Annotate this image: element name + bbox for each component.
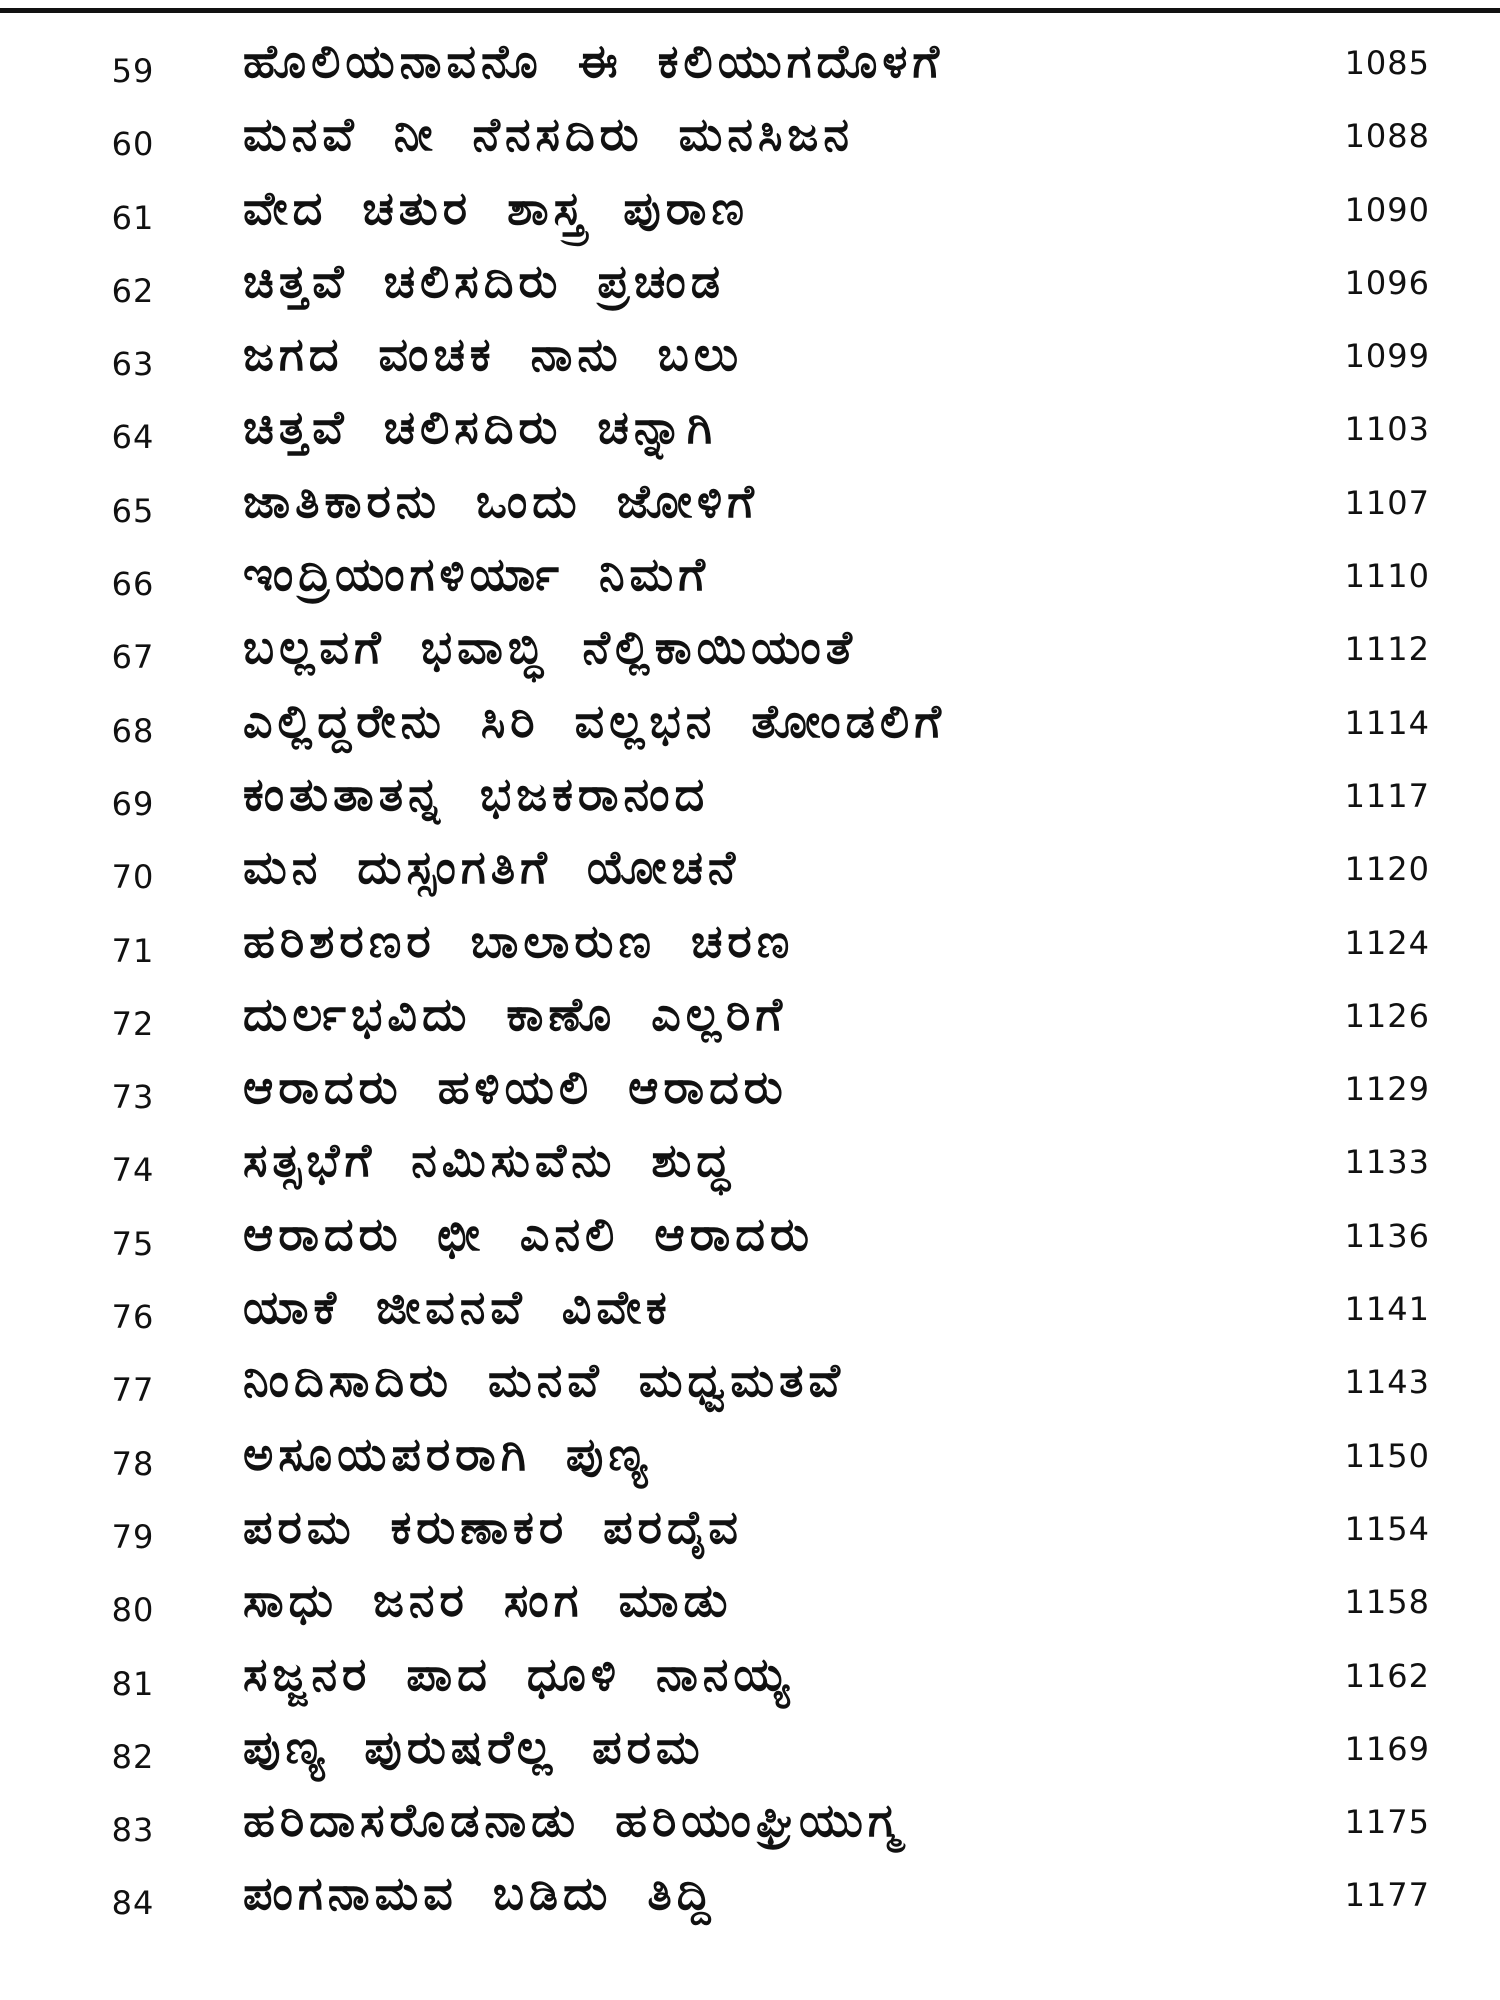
toc-row [0,250,1500,323]
entry-page-number: 1103 [1344,410,1430,449]
entry-title: ಚಿತ್ತವೆ ಚಲಿಸದಿರು ಪ್ರಚಂಡ [243,253,726,308]
entry-title: ಪುಣ್ಯ ಪುರುಷರೆಲ್ಲ ಪರಮ [243,1719,705,1774]
entry-number: 75 [111,1224,155,1263]
entry-number: 79 [111,1517,155,1556]
toc-row [0,1276,1500,1349]
entry-page-number: 1120 [1344,850,1430,889]
entry-number: 62 [111,271,155,310]
toc-row [0,1862,1500,1935]
toc-row [0,910,1500,983]
entry-title: ಎಲ್ಲಿದ್ದರೇನು ಸಿರಿ ವಲ್ಲಭನ ತೋಂಡಲಿಗೆ [243,693,946,748]
entry-number: 63 [111,345,155,384]
entry-title: ಇಂದ್ರಿಯಂಗಳಿರ್ಯಾ ನಿಮಗೆ [243,547,711,602]
entry-number: 71 [111,931,155,970]
entry-page-number: 1129 [1344,1070,1430,1109]
entry-number: 66 [111,565,155,604]
entry-page-number: 1175 [1344,1803,1430,1842]
toc-row [0,1129,1500,1202]
entry-title: ಮನ ದುಸ್ಸಂಗತಿಗೆ ಯೋಚನೆ [243,840,741,895]
entry-page-number: 1085 [1344,44,1430,82]
entry-title: ದುರ್ಲಭವಿದು ಕಾಣೊ ಎಲ್ಲರಿಗೆ [243,986,788,1041]
entry-number: 68 [111,711,155,750]
toc-row [0,470,1500,543]
toc-row [0,30,1500,103]
entry-number: 84 [111,1884,155,1923]
entry-title: ಪಂಗನಾಮವ ಬಡಿದು ತಿದ್ದಿ [243,1866,716,1921]
entry-page-number: 1158 [1344,1583,1430,1622]
entry-page-number: 1107 [1344,483,1430,522]
entry-title: ಮನವೆ ನೀ ನೆನಸದಿರು ಮನಸಿಜನ [243,107,854,162]
entry-page-number: 1090 [1344,190,1430,229]
toc-row [0,690,1500,763]
toc-row [0,983,1500,1056]
entry-page-number: 1110 [1344,557,1430,596]
entry-number: 81 [111,1664,155,1703]
entry-page-number: 1088 [1344,117,1430,156]
entry-title: ಬಲ್ಲವಗೆ ಭವಾಬ್ಧಿ ನೆಲ್ಲಿಕಾಯಿಯಂತೆ [243,620,857,675]
toc-row [0,103,1500,176]
toc-row [0,1643,1500,1716]
entry-title: ಹರಿಶರಣರ ಬಾಲಾರುಣ ಚರಣ [243,913,795,968]
entry-number: 76 [111,1298,155,1337]
entry-page-number: 1143 [1344,1363,1430,1402]
entry-page-number: 1141 [1344,1290,1430,1329]
toc-row [0,177,1500,250]
entry-title: ಅಸೂಯಪರರಾಗಿ ಪುಣ್ಯ [243,1426,653,1481]
entry-page-number: 1136 [1344,1216,1430,1255]
entry-title: ಸಜ್ಜನರ ಪಾದ ಧೂಳಿ ನಾನಯ್ಯ [243,1646,794,1701]
entry-number: 82 [111,1737,155,1776]
toc-row [0,1569,1500,1642]
entry-title: ಹೊಲಿಯನಾವನೊ ಈ ಕಲಿಯುಗದೊಳಗೆ [243,34,945,88]
toc-row [0,1496,1500,1569]
toc-row [0,836,1500,909]
entry-number: 80 [111,1591,155,1630]
entry-number: 72 [111,1004,155,1043]
entry-title: ಆರಾದರು ಛೀ ಎನಲಿ ಆರಾದರು [243,1206,814,1261]
toc-row [0,323,1500,396]
entry-title: ಕಂತುತಾತನ್ನ ಭಜಕರಾನಂದ [243,766,710,821]
entry-page-number: 1124 [1344,923,1430,962]
entry-page-number: 1162 [1344,1656,1430,1695]
entry-title: ನಿಂದಿಸಾದಿರು ಮನವೆ ಮಧ್ವಮತವೆ [243,1353,845,1408]
entry-number: 73 [111,1078,155,1117]
toc-row [0,763,1500,836]
entry-number: 67 [111,638,155,677]
toc-row [0,1349,1500,1422]
entry-page-number: 1154 [1344,1509,1430,1548]
toc-row [0,1203,1500,1276]
entry-page-number: 1096 [1344,263,1430,302]
entry-title: ಯಾಕೆ ಜೀವನವೆ ವಿವೇಕ [243,1280,672,1335]
entry-number: 60 [111,125,155,164]
entry-number: 59 [111,52,155,90]
entry-page-number: 1133 [1344,1143,1430,1182]
entry-page-number: 1114 [1344,703,1430,742]
toc-row [0,396,1500,469]
toc-row [0,1716,1500,1789]
entry-title: ಜಗದ ವಂಚಕ ನಾನು ಬಲು [243,327,744,382]
entry-page-number: 1099 [1344,337,1430,376]
entry-title: ಹರಿದಾಸರೊಡನಾಡು ಹರಿಯಂಘ್ರಿಯುಗ್ಮ [243,1793,905,1848]
entry-title: ವೇದ ಚತುರ ಶಾಸ್ತ್ರ ಪುರಾಣ [243,180,749,235]
toc-row [0,543,1500,616]
entry-number: 78 [111,1444,155,1483]
entry-title: ಆರಾದರು ಹಳಿಯಲಿ ಆರಾದರು [243,1060,788,1115]
entry-number: 64 [111,418,155,457]
entry-page-number: 1169 [1344,1729,1430,1768]
toc-row [0,1056,1500,1129]
entry-page-number: 1117 [1344,776,1430,815]
entry-page-number: 1112 [1344,630,1430,669]
entry-number: 70 [111,858,155,897]
entry-title: ಸಾಧು ಜನರ ಸಂಗ ಮಾಡು [243,1573,733,1628]
top-rule [0,8,1500,13]
entry-number: 77 [111,1371,155,1410]
toc-row [0,1423,1500,1496]
entry-title: ಜಾತಿಕಾರನು ಒಂದು ಜೋಳಿಗೆ [243,473,759,528]
toc-row [0,616,1500,689]
entry-title: ಚಿತ್ತವೆ ಚಲಿಸದಿರು ಚನ್ನಾಗಿ [243,400,718,455]
entry-number: 69 [111,784,155,823]
entry-number: 61 [111,198,155,237]
table-of-contents [0,30,1500,1936]
entry-page-number: 1126 [1344,996,1430,1035]
entry-page-number: 1177 [1344,1876,1430,1915]
entry-number: 74 [111,1151,155,1190]
entry-title: ಪರಮ ಕರುಣಾಕರ ಪರದೈವ [243,1499,743,1554]
entry-number: 65 [111,491,155,530]
entry-page-number: 1150 [1344,1436,1430,1475]
entry-number: 83 [111,1811,155,1850]
toc-row [0,1789,1500,1862]
entry-title: ಸತ್ಸಭೆಗೆ ನಮಿಸುವೆನು ಶುದ್ಧ [243,1133,735,1188]
